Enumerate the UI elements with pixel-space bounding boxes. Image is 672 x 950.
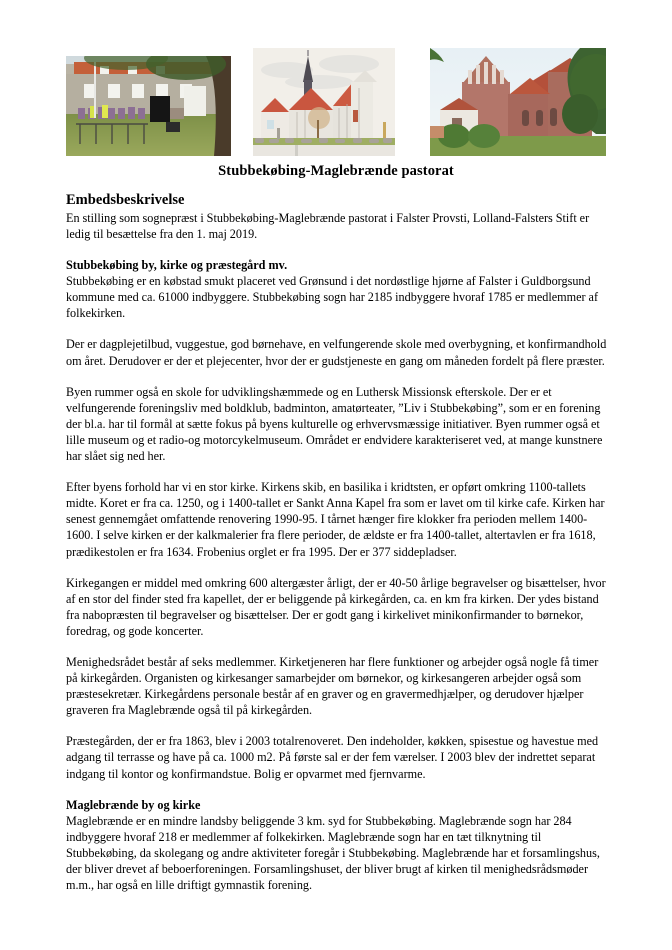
document-body xyxy=(66,192,609,908)
section-maglebraende xyxy=(66,797,609,893)
paragraph: Kirkegangen er middel med omkring 600 altergæster årligt, der er 40-50 årlige begravelser og bisættelser, hvor af en stor del finder sted fra kapellet, der er beliggende på kirkegården, ca. en km fra kirken. Der ydes bistand fra nabopræsten til begravelser og bisættelser. Der er godt gang i kirkelivet minikonfirmander to børnekor, foredrag, og gode koncerter. xyxy=(66,575,606,638)
paragraph: En stilling som sognepræst i Stubbekøbing-Maglebrænde pastorat i Falster Provsti, Lolland-Falsters Stift er ledig til besættelse fra den 1. maj 2019. xyxy=(66,211,590,242)
header-image-row xyxy=(66,48,606,156)
section-stubbekoebing xyxy=(66,257,609,781)
section-heading-embedsbeskrivelse: Embedsbeskrivelse xyxy=(66,192,185,208)
paragraph: Maglebrænde er en mindre landsby beliggende 3 km. syd for Stubbekøbing. Maglebrænde sogn har 284 indbyggere hvoraf 218 er medlemmer af folkekirken. Maglebrænde sogn har en tæt tilknytning til Stubbekøbing, da skolegang og andre aktiviteter foregår i Stubbekøbing. Maglebrænde har et forsamlingshus, der bliver drevet af beboerforeningen. Forsamlingshuset, der bliver brugt af kirken til menighedsrådsmøder m.m., har også en lille driftigt gymnastik forening. xyxy=(66,813,600,892)
kirke-akvarel-graphic xyxy=(253,48,395,156)
page-title: Stubbekøbing-Maglebrænde pastorat xyxy=(218,163,454,179)
praestegaard-photo-graphic xyxy=(66,56,231,156)
paragraph: Byen rummer også en skole for udviklingshæmmede og en Luthersk Missionsk efterskole. Der er et velfungerende foreningsliv med boldklub, badminton, amatørteater, ”Liv i Stubbekøbing”, som er en forening der bl.a. har til formål at sætte fokus på byens kulturelle og erhvervsmæssige initiativer. Byen rummer også et lille museum og et radio-og motorcykelmuseum. Området er endvidere karakteriseret ved, at mange kunstnere har slået sig ned her. xyxy=(66,384,603,464)
kirke-akvarel xyxy=(253,48,395,156)
stubbekoebing-kirke-photo xyxy=(430,48,606,156)
section-heading-maglebraende: Maglebrænde by og kirke xyxy=(66,797,201,812)
paragraph: Menighedsrådet består af seks medlemmer. Kirketjeneren har flere funktioner og arbejder også nogle få timer på kirkegården. Organisten og kirkesanger samarbejder om børnekor, og kirkesangeren arbejder også som præstesekretær. Kirkegårdens personale består af en graver og en gravermedhjælper, og derudover hjælper graveren fra Maglebrænde også til på kirkegården. xyxy=(66,654,599,718)
paragraph: Der er dagplejetilbud, vuggestue, god børnehave, en velfungerende skole med overbygning, et konfirmandhold om året. Derudover er der et plejecenter, hvor der er gudstjeneste en gang om måneden fordelt på flere præster. xyxy=(66,337,607,368)
section-embedsbeskrivelse xyxy=(66,192,609,242)
praestegaard-photo xyxy=(66,56,231,156)
stubbekoebing-kirke-photo-graphic xyxy=(430,48,606,156)
paragraph: Efter byens forhold har vi en stor kirke. Kirkens skib, en basilika i kridtsten, er opført omkring 1100-tallets midte. Koret er fra ca. 1250, og i 1400-tallet er Sankt Anna Kapel fra som er lavet om til kirke cafe. Kirken har senest gennemgået omfattende renovering 1990-95. I tårnet hænger fire klokker fra perioden mellem 1400-1600. I selve kirken er der kalkmalerier fra flere perioder, de ældste er fra 1400-tallet, altertavlen er fra 1618, prædikestolen er fra 1634. Frobenius orglet er fra 1995. Der er 377 siddepladser. xyxy=(66,480,605,559)
paragraph: Præstegården, der er fra 1863, blev i 2003 totalrenoveret. Den indeholder, køkken, spisestue og havestue med adgang til terrasse og have på ca. 1000 m2. På første sal er der fem værelser. I 2003 blev der indrettet separat indgang til kontor og konfirmandstue. Bolig er opvarmet med fjernvarme. xyxy=(66,734,599,781)
paragraph: Stubbekøbing er en købstad smukt placeret ved Grønsund i det nordøstlige hjørne af Falster i Guldborgsund kommune med ca. 61000 indbyggere. Stubbekøbing sogn har 2185 indbyggere hvoraf 1785 er medlemmer af folkekirken. xyxy=(66,274,599,321)
section-heading-stubbekoebing: Stubbekøbing by, kirke og præstegård mv. xyxy=(66,258,288,273)
